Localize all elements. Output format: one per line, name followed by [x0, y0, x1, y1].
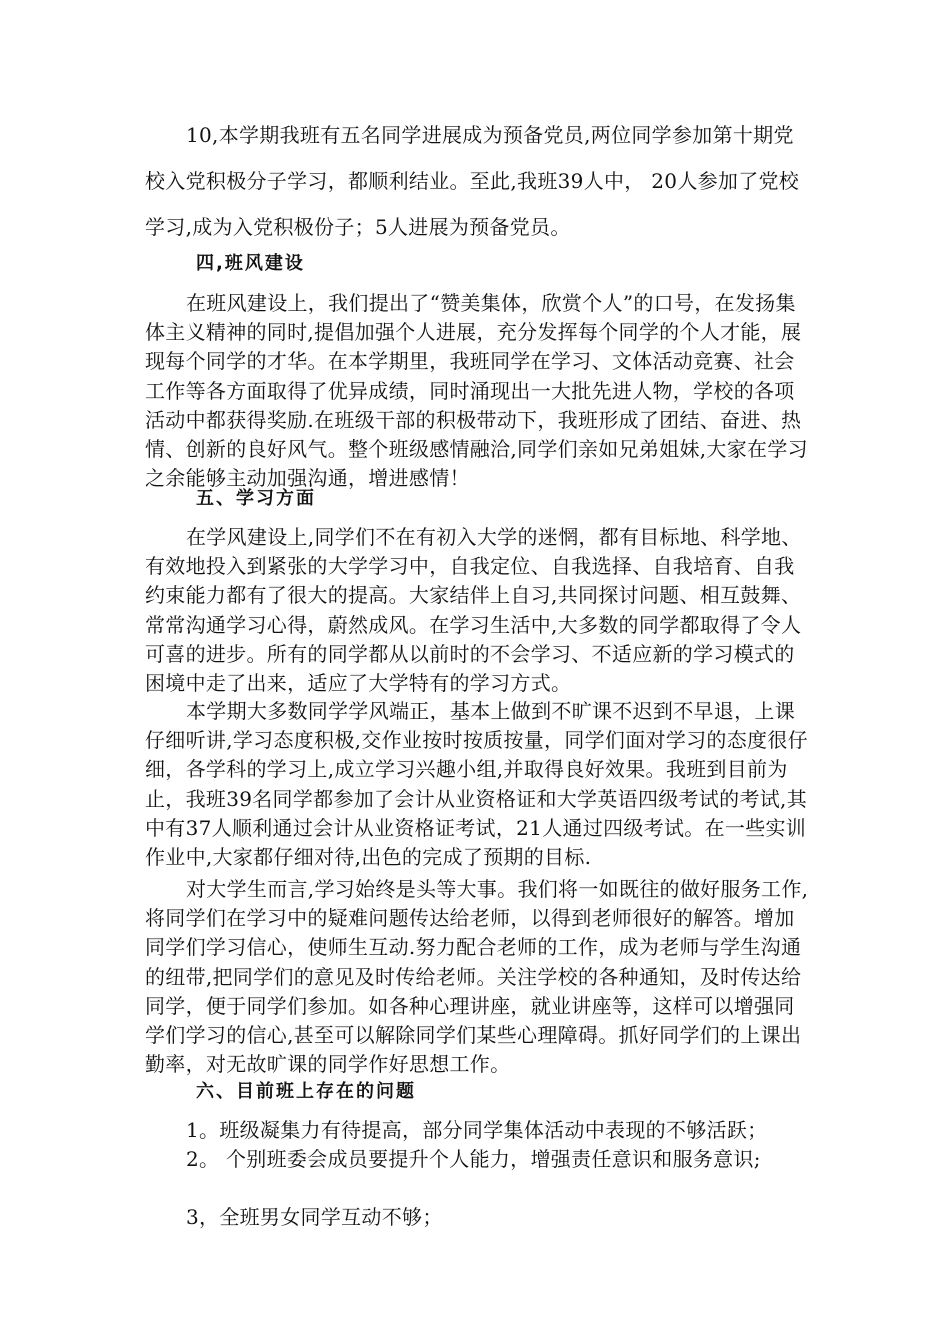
- problem-item-1: 1。班级凝集力有待提高，部分同学集体活动中表现的不够活跃；: [186, 1118, 768, 1142]
- paragraph-study-results: 本学期大多数同学学风端正，基本上做到不旷课不迟到不早退，上课仔细听讲,学习态度积极,交作业按时按质按量，同学们面对学习的态度很仔细，各学科的学习上,成立学习兴趣小组,并取得良好效果。我班到目前为止，我班39名同学都参加了会计从业资格证和大学英语四级考试的考试,其中有37人顺利通过会计从业资格证考试，21人通过四级考试。在一些实训作业中,大家都仔细对待,出色的完成了预期的目标.: [145, 699, 808, 870]
- heading-problems: 六、目前班上存在的问题: [196, 1081, 416, 1102]
- paragraph-study-service: 对大学生而言,学习始终是头等大事。我们将一如既往的做好服务工作,将同学们在学习中的疑难问题传达给老师，以得到老师很好的解答。增加同学们学习信心，使师生互动.努力配合老师的工作，成为老师与学生沟通的纽带,把同学们的意见及时传给老师。关注学校的各种通知，及时传达给同学，便于同学们参加。如各种心理讲座，就业讲座等，这样可以增强同学们学习的信心,甚至可以解除同学们某些心理障碍。抓好同学们的上课出勤率，对无故旷课的同学作好思想工作。: [145, 877, 809, 1077]
- problem-item-2: 2。 个别班委会成员要提升个人能力，增强责任意识和服务意识;: [186, 1147, 761, 1171]
- heading-class-style: 四,班风建设: [196, 253, 305, 274]
- paragraph-study-atmosphere: 在学风建设上,同学们不在有初入大学的迷惘，都有目标地、科学地、有效地投入到紧张的大学学习中，自我定位、自我选择、自我培育、自我约束能力都有了很大的提高。大家结伴上自习,共同探讨问题、相互鼓舞、常常沟通学习心得，蔚然成风。在学习生活中,大多数的同学都取得了令人可喜的进步。所有的同学都从以前时的不会学习、不适应新的学习模式的困境中走了出来，适应了大学特有的学习方式。: [145, 525, 802, 696]
- heading-study: 五、学习方面: [196, 488, 316, 509]
- paragraph-party-members: 10,本学期我班有五名同学进展成为预备党员,两位同学参加第十期党校入党积极分子学习，都顺利结业。至此,我班39人中， 20人参加了党校学习,成为入党积极份子；5人进展为预备党员。: [145, 123, 800, 239]
- paragraph-class-style: 在班风建设上，我们提出了“赞美集体，欣赏个人”的口号，在发扬集体主义精神的同时,提倡加强个人进展，充分发挥每个同学的个人才能，展现每个同学的才华。在本学期里，我班同学在学习、文体活动竞赛、社会工作等各方面取得了优异成绩，同时涌现出一大批先进人物，学校的各项活动中都获得奖励.在班级干部的积极带动下，我班形成了团结、奋进、热情、创新的良好风气。整个班级感情融洽,同学们亲如兄弟姐妹,大家在学习之余能够主动加强沟通，增进感情！: [145, 291, 808, 491]
- problem-item-3: 3，全班男女同学互动不够；: [186, 1205, 443, 1229]
